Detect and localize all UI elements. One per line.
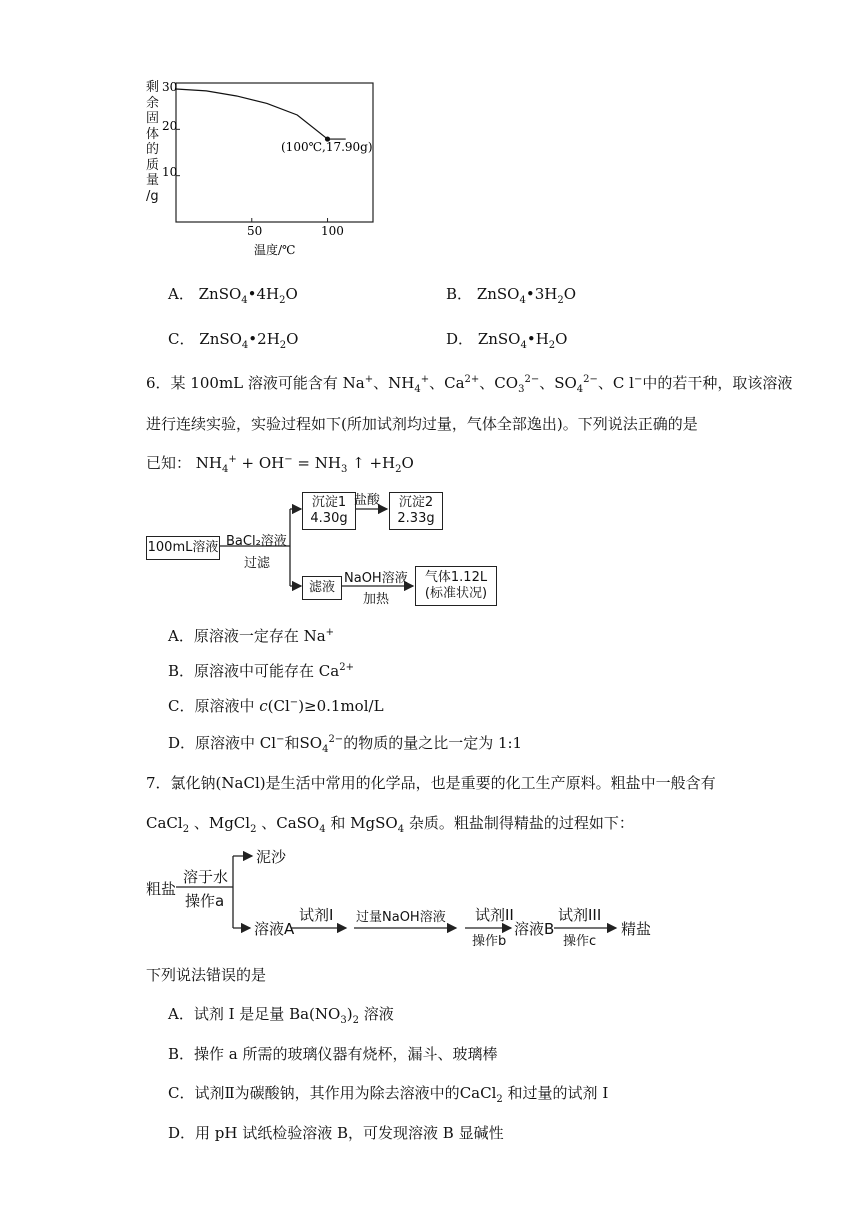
x-axis-label: 温度/℃ bbox=[254, 243, 296, 257]
box-filtrate: 滤液 bbox=[302, 576, 342, 600]
point-annotation: (100℃,17.90g) bbox=[281, 140, 373, 154]
q6-known: 已知： $NH_4^+ + OH^- = NH_3$ ↑ $+H_2O$ bbox=[146, 454, 414, 475]
box-gas: 气体1.12L (标准状况) bbox=[415, 566, 497, 606]
q6-option-b[interactable]: B．原溶液中可能存在 $Ca^{2+}$ bbox=[168, 662, 354, 680]
option-a[interactable]: A． $ZnSO_4•4H_2O$ bbox=[168, 285, 298, 306]
q6-option-a[interactable]: A．原溶液一定存在 Na+ bbox=[168, 627, 335, 645]
box-100ml-solution: 100mL溶液 bbox=[146, 536, 220, 560]
y-tick-label-30: 30 bbox=[162, 80, 178, 94]
label-filter: 过滤 bbox=[244, 556, 271, 571]
box-precipitate-2: 沉淀2 2.33g bbox=[389, 492, 443, 530]
q6-option-d[interactable]: D．原溶液中 Cl−和$SO_4^{2-}$的物质的量之比一定为 1:1 bbox=[168, 734, 523, 755]
label-mud: 泥沙 bbox=[256, 848, 287, 866]
y-tick-label-20: 20 bbox=[162, 119, 178, 133]
label-naoh-excess: 过量NaOH溶液 bbox=[356, 910, 446, 925]
ylabel-char: 固 bbox=[146, 111, 160, 126]
option-d[interactable]: D． $ZnSO_4•H_2O$ bbox=[446, 330, 568, 351]
q6-line1: 6．某 100mL 溶液可能含有 Na+、$NH_4^+$、$Ca^{2+}$、$CO_3^{2-}$、$SO_4^{2-}$、C l−中的若干种，取该溶液 bbox=[146, 374, 793, 395]
ion-list: Na+、$NH_4^+$、$Ca^{2+}$、$CO_3^{2-}$、$SO_4^{2-}$、C l− bbox=[342, 374, 643, 395]
label-solution-a: 溶液A bbox=[254, 920, 295, 938]
ylabel-char: /g bbox=[146, 188, 159, 204]
q7-option-d[interactable]: D．用 pH 试纸检验溶液 B，可发现溶液 B 显碱性 bbox=[168, 1124, 504, 1142]
option-b[interactable]: B． $ZnSO_4•3H_2O$ bbox=[446, 285, 577, 306]
box-precipitate-1: 沉淀1 4.30g bbox=[302, 492, 356, 530]
label-op-c: 操作c bbox=[563, 934, 597, 949]
q7-option-c[interactable]: C．试剂Ⅱ为碳酸钠，其作用为除去溶液中的CaCl$_2$ 和过量的试剂 I bbox=[168, 1084, 609, 1105]
q7-line1: 7．氯化钠(NaCl)是生活中常用的化学品，也是重要的化工生产原料。粗盐中一般含有 bbox=[146, 774, 716, 792]
label-op-b: 操作b bbox=[472, 934, 507, 949]
label-op-a: 操作a bbox=[185, 892, 225, 910]
label-naoh: NaOH溶液 bbox=[344, 571, 408, 586]
impurity-list: CaCl$_2$ 、MgCl$_2$ 、CaSO$_4$ 和 MgSO$_4$ bbox=[146, 814, 405, 835]
ylabel-char: 量 bbox=[146, 173, 160, 188]
q6-option-c[interactable]: C．原溶液中 c(Cl−)≥0.1mol/L bbox=[168, 697, 384, 715]
series-line bbox=[176, 89, 346, 139]
label-reagent-2: 试剂II bbox=[475, 906, 514, 924]
label-hcl: 盐酸 bbox=[354, 493, 381, 508]
label-crude-salt: 粗盐 bbox=[146, 880, 177, 898]
residue-mass-chart bbox=[160, 78, 390, 258]
ylabel-char: 余 bbox=[146, 95, 160, 111]
label-fine-salt: 精盐 bbox=[621, 920, 652, 938]
label-bacl2: BaCl₂溶液 bbox=[226, 534, 287, 549]
x-tick-label-50: 50 bbox=[247, 224, 263, 238]
ylabel-char: 剩 bbox=[146, 80, 160, 95]
ylabel-char: 的 bbox=[146, 142, 160, 157]
q7-line2: CaCl$_2$ 、MgCl$_2$ 、CaSO$_4$ 和 MgSO$_4$ 杂质。粗盐制得精盐的过程如下： bbox=[146, 814, 634, 835]
y-tick-label-10: 10 bbox=[162, 165, 178, 179]
ylabel-char: 质 bbox=[146, 157, 160, 173]
label-reagent-1: 试剂I bbox=[299, 906, 334, 924]
label-heat: 加热 bbox=[363, 592, 390, 607]
label-solution-b: 溶液B bbox=[514, 920, 555, 938]
known-equation: $NH_4^+ + OH^- = NH_3$ ↑ $+H_2O$ bbox=[195, 454, 414, 475]
q7-prompt: 下列说法错误的是 bbox=[146, 966, 267, 984]
label-dissolve: 溶于水 bbox=[183, 868, 229, 886]
label-reagent-3: 试剂III bbox=[558, 906, 602, 924]
ylabel-char: 体 bbox=[146, 126, 160, 142]
x-tick-label-100: 100 bbox=[321, 224, 344, 238]
q7-option-b[interactable]: B．操作 a 所需的玻璃仪器有烧杯，漏斗、玻璃棒 bbox=[168, 1045, 498, 1063]
q6-line2: 进行连续实验，实验过程如下(所加试剂均过量，气体全部逸出)。下列说法正确的是 bbox=[146, 415, 698, 433]
q7-option-a[interactable]: A．试剂 I 是足量 $Ba(NO_3)_2$ 溶液 bbox=[168, 1005, 394, 1026]
option-c[interactable]: C． $ZnSO_4•2H_2O$ bbox=[168, 330, 299, 351]
